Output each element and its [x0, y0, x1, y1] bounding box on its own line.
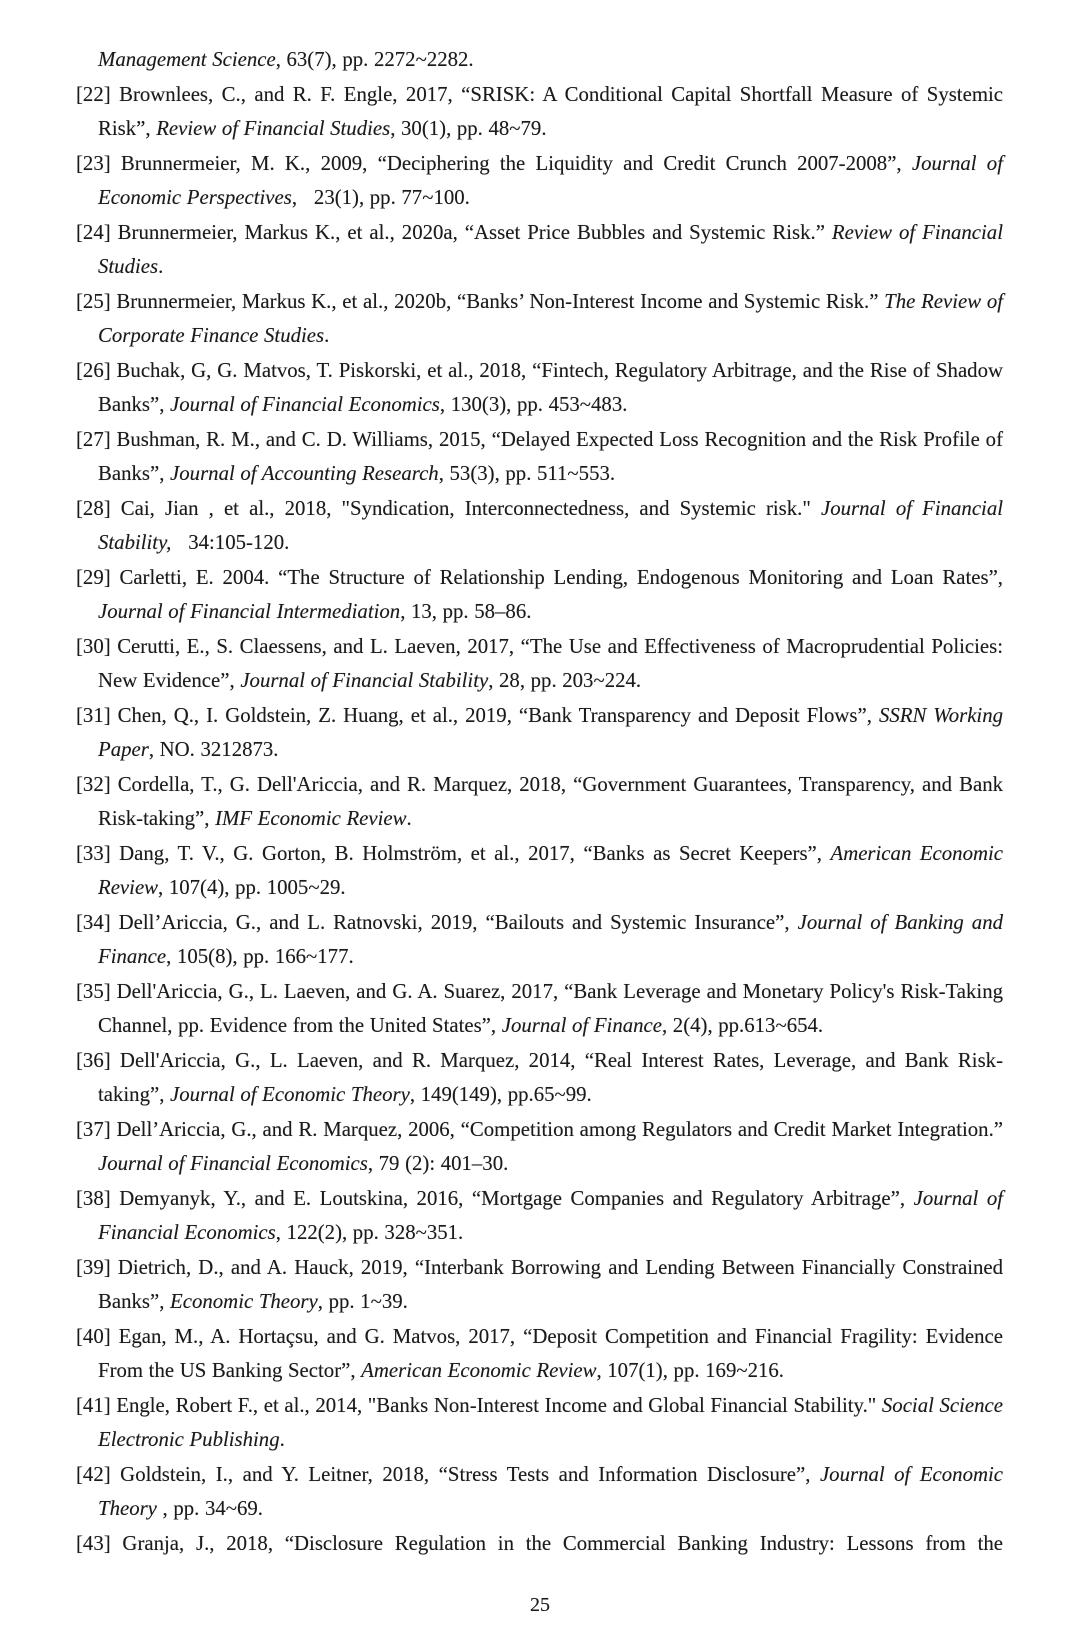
reference-text: , 30(1), pp. 48~79.: [390, 117, 547, 140]
reference-text: Cerutti, E., S. Claessens, and L. Laeven, 2017, “The Use and Effectiveness of Macroprudential Policies: New Evidence”,: [98, 634, 1003, 692]
reference-label: [43]: [76, 1531, 123, 1555]
reference-item: [76, 354, 1003, 423]
reference-text: , 105(8), pp. 166~177.: [166, 945, 354, 968]
reference-item: [76, 285, 1003, 354]
reference-text: , NO. 3212873.: [148, 738, 279, 761]
reference-item: [76, 1113, 1003, 1182]
reference-label: [36]: [76, 1048, 120, 1072]
reference-text: , 13, pp. 58–86.: [400, 600, 532, 623]
reference-item: [76, 1044, 1003, 1113]
reference-text: Dietrich, D., and A. Hauck, 2019, “Interbank Borrowing and Lending Between Financially Constrained Banks”,: [98, 1255, 1003, 1313]
reference-text: Egan, M., A. Hortaçsu, and G. Matvos, 2017, “Deposit Competition and Financial Fragility: Evidence From the US Banking Sector”,: [98, 1324, 1003, 1382]
journal-name: Management Science: [98, 48, 276, 71]
reference-text: Chen, Q., I. Goldstein, Z. Huang, et al., 2019, “Bank Transparency and Deposit Flows”,: [117, 703, 879, 727]
reference-label: [42]: [76, 1462, 121, 1486]
journal-name: Journal of Financial Economics: [170, 393, 440, 416]
reference-label: [23]: [76, 151, 121, 175]
page-footer: [0, 1593, 1080, 1617]
reference-item: [76, 147, 1003, 216]
reference-item: [76, 975, 1003, 1044]
reference-item: [76, 1389, 1003, 1458]
journal-name: Journal of Accounting Research: [170, 462, 439, 485]
reference-text: , 28, pp. 203~224.: [488, 669, 642, 692]
reference-item: [76, 699, 1003, 768]
reference-text: Brunnermeier, Markus K., et al., 2020a, “Asset Price Bubbles and Systemic Risk.”: [117, 220, 832, 244]
reference-item: [76, 492, 1003, 561]
reference-item: [76, 837, 1003, 906]
page-number: 25: [530, 1594, 550, 1616]
reference-text: , pp. 34~69.: [156, 1497, 264, 1520]
reference-text: .: [279, 1428, 285, 1451]
reference-text: Cai, Jian , et al., 2018, "Syndication, Interconnectedness, and Systemic risk.": [120, 496, 821, 520]
reference-text: Engle, Robert F., et al., 2014, "Banks Non-Interest Income and Global Financial Stability.": [116, 1393, 882, 1417]
reference-text: Brownlees, C., and R. F. Engle, 2017, “SRISK: A Conditional Capital Shortfall Measure of Systemic Risk”,: [98, 82, 1003, 140]
journal-name: Journal of Economic Theory: [170, 1083, 410, 1106]
reference-continuation-line: [76, 43, 1003, 78]
reference-label: [38]: [76, 1186, 120, 1210]
reference-text: Dell'Ariccia, G., L. Laeven, and G. A. Suarez, 2017, “Bank Leverage and Monetary Policy's Risk-Taking Channel, pp. Evidence from the United States”,: [98, 979, 1004, 1037]
reference-text: Dell’Ariccia, G., and R. Marquez, 2006, “Competition among Regulators and Credit Market Integration.”: [116, 1117, 1004, 1141]
journal-name: Journal of Economic Perspectives: [98, 151, 1003, 209]
reference-text: , 23(1), pp. 77~100.: [291, 186, 470, 209]
reference-item: [76, 78, 1003, 147]
reference-item: [76, 906, 1003, 975]
journal-name: Journal of Banking and Finance: [98, 910, 1003, 968]
reference-label: [30]: [76, 634, 118, 658]
reference-text: .: [324, 324, 330, 347]
reference-text: Dell'Ariccia, G., L. Laeven, and R. Marquez, 2014, “Real Interest Rates, Leverage, and Bank Risk-taking”,: [98, 1048, 1003, 1106]
reference-item: [76, 1320, 1003, 1389]
reference-item: [76, 1458, 1003, 1527]
reference-label: [35]: [76, 979, 117, 1003]
reference-label: [37]: [76, 1117, 117, 1141]
reference-text: , 79 (2): 401–30.: [367, 1152, 509, 1175]
reference-text: 34:105-120.: [171, 531, 290, 554]
reference-text: Brunnermeier, M. K., 2009, “Deciphering the Liquidity and Credit Crunch 2007-2008”,: [120, 151, 912, 175]
reference-text: , 122(2), pp. 328~351.: [275, 1221, 464, 1244]
journal-name: Journal of Finance: [501, 1014, 662, 1037]
journal-name: IMF Economic Review: [215, 807, 407, 830]
reference-text: Granja, J., 2018, “Disclosure Regulation in the Commercial Banking Industry: Lessons from the: [122, 1531, 1003, 1555]
reference-text: , 2(4), pp.613~654.: [661, 1014, 824, 1037]
journal-name: Journal of Economic Theory: [98, 1462, 1004, 1520]
reference-label: [40]: [76, 1324, 119, 1348]
journal-name: The Review of Corporate Finance Studies: [98, 289, 1004, 347]
reference-label: [25]: [76, 289, 117, 313]
journal-name: Journal of Financial Stability,: [98, 496, 1003, 554]
journal-name: American Economic Review: [98, 841, 1004, 899]
reference-item: [76, 630, 1003, 699]
reference-text: Brunnermeier, Markus K., et al., 2020b, “Banks’ Non-Interest Income and Systemic Risk.”: [116, 289, 885, 313]
reference-label: [27]: [76, 427, 117, 451]
reference-text: Goldstein, I., and Y. Leitner, 2018, “Stress Tests and Information Disclosure”,: [120, 1462, 820, 1486]
reference-text: .: [158, 255, 164, 278]
reference-label: [31]: [76, 703, 118, 727]
reference-label: [33]: [76, 841, 120, 865]
journal-name: Social Science Electronic Publishing: [98, 1393, 1003, 1451]
reference-text: , 107(1), pp. 169~216.: [596, 1359, 784, 1382]
reference-item: [76, 1251, 1003, 1320]
reference-label: [41]: [76, 1393, 117, 1417]
journal-name: Journal of Financial Intermediation: [98, 600, 401, 623]
reference-item: [76, 216, 1003, 285]
reference-label: [26]: [76, 358, 117, 382]
reference-text: Bushman, R. M., and C. D. Williams, 2015, “Delayed Expected Loss Recognition and the Risk Profile of Banks”,: [98, 427, 1003, 485]
reference-label: [22]: [76, 82, 120, 106]
journal-name: Journal of Financial Stability: [240, 669, 489, 692]
reference-text: , pp. 1~39.: [317, 1290, 408, 1313]
reference-item: [76, 423, 1003, 492]
reference-text: Carletti, E. 2004. “The Structure of Relationship Lending, Endogenous Monitoring and Loan Rates”,: [119, 565, 1004, 589]
reference-item: [76, 1182, 1003, 1251]
reference-text: Buchak, G, G. Matvos, T. Piskorski, et al., 2018, “Fintech, Regulatory Arbitrage, and the Rise of Shadow Banks”,: [98, 358, 1003, 416]
reference-text: Dell’Ariccia, G., and L. Ratnovski, 2019, “Bailouts and Systemic Insurance”,: [118, 910, 798, 934]
journal-name: Economic Theory: [170, 1290, 318, 1313]
journal-name: Review of Financial Studies: [98, 220, 1003, 278]
reference-item: [76, 1527, 1003, 1562]
journal-name: American Economic Review: [361, 1359, 597, 1382]
reference-label: [28]: [76, 496, 121, 520]
reference-label: [34]: [76, 910, 119, 934]
reference-text: Dang, T. V., G. Gorton, B. Holmström, et al., 2017, “Banks as Secret Keepers”,: [119, 841, 831, 865]
reference-label: [32]: [76, 772, 118, 796]
journal-name: Review of Financial Studies: [156, 117, 391, 140]
reference-text: , 149(149), pp.65~99.: [409, 1083, 592, 1106]
reference-text: Demyanyk, Y., and E. Loutskina, 2016, “Mortgage Companies and Regulatory Arbitrage”,: [119, 1186, 914, 1210]
reference-list: [76, 43, 1003, 1561]
reference-item: [76, 768, 1003, 837]
reference-text: .: [406, 807, 412, 830]
reference-text: , 53(3), pp. 511~553.: [438, 462, 616, 485]
reference-text: , 130(3), pp. 453~483.: [439, 393, 628, 416]
reference-item: [76, 561, 1003, 630]
journal-name: Journal of Financial Economics: [98, 1152, 368, 1175]
reference-text: , 107(4), pp. 1005~29.: [158, 876, 346, 899]
reference-label: [39]: [76, 1255, 118, 1279]
reference-text: Cordella, T., G. Dell'Ariccia, and R. Marquez, 2018, “Government Guarantees, Transparency, and Bank Risk-taking”,: [98, 772, 1003, 830]
reference-label: [29]: [76, 565, 120, 589]
journal-name: SSRN Working Paper: [98, 703, 1003, 761]
reference-text: , 63(7), pp. 2272~2282.: [275, 48, 474, 71]
reference-label: [24]: [76, 220, 118, 244]
journal-name: Journal of Financial Economics: [98, 1186, 1003, 1244]
